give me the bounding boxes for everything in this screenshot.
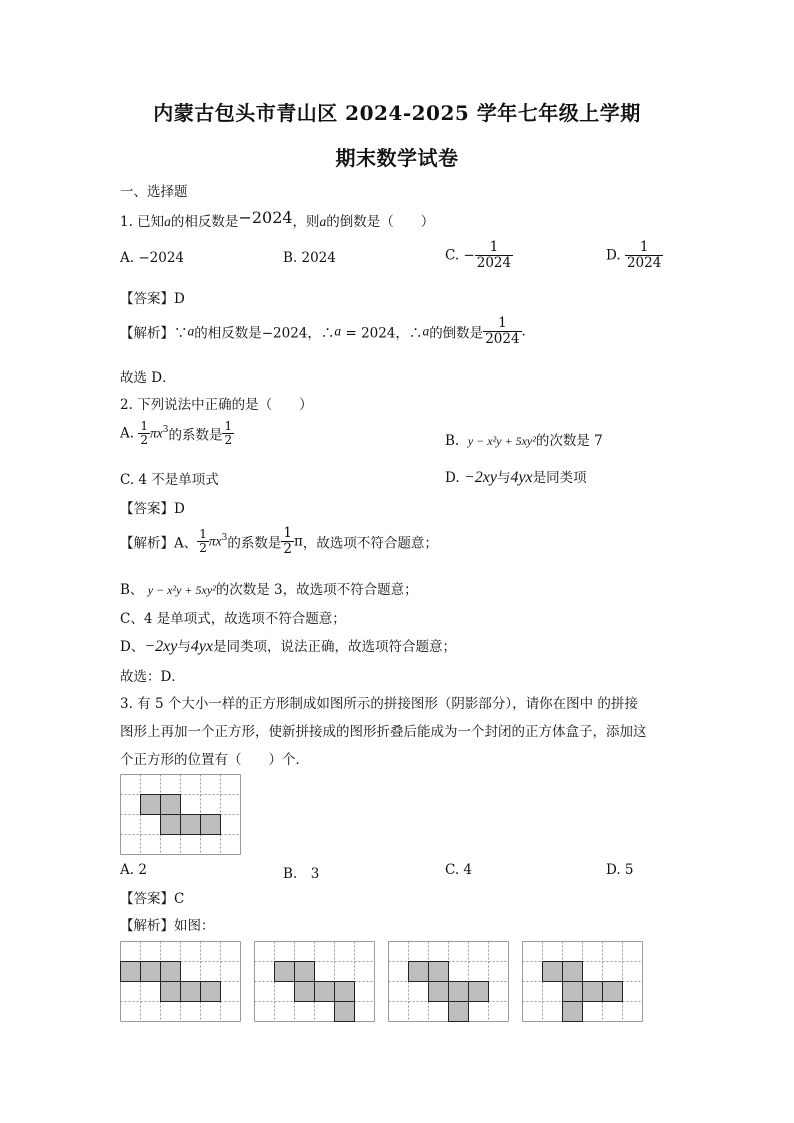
q1-var-a: a [319, 214, 327, 229]
q2-option-b [445, 429, 603, 449]
shaded-square [563, 1002, 583, 1022]
q2-analysis-b [120, 578, 418, 598]
shaded-square [583, 982, 603, 1002]
q1-stem-part: 的倒数是（ ） [326, 214, 435, 230]
q1-option-c-label: C. − [445, 247, 475, 264]
q1-stem-part: 1. 已知 [120, 214, 165, 230]
q2-analysis-c: C、4 是单项式，故选项不符合题意； [120, 611, 346, 627]
shaded-square [543, 962, 563, 982]
q3-analysis: 【解析】如图： [120, 918, 215, 934]
frac-den: 2 [140, 433, 148, 448]
shaded-square [429, 982, 449, 1002]
shaded-square [335, 1002, 355, 1022]
q2-analysis-mid: 的系数是 [227, 535, 282, 552]
q1-var-a: a [334, 323, 342, 339]
q2-option-a-frac [138, 420, 150, 447]
q2-stem: 2. 下列说法中正确的是（ ） [120, 397, 313, 413]
q2-analysis-label: 【解析】A、 [120, 535, 198, 552]
q2-conclusion: 故选：D． [120, 669, 185, 685]
shaded-square [181, 982, 201, 1002]
shaded-square [449, 982, 469, 1002]
shaded-square [161, 795, 181, 815]
q2-analysis-frac [197, 528, 209, 555]
shaded-square [335, 982, 355, 1002]
q1-option-d-label: D. [606, 247, 621, 264]
q2-analysis-d-label: D、 [120, 639, 145, 655]
q1-stem-part: ，则 [292, 214, 320, 230]
q1-analysis-part: = 2024，∴ [341, 325, 423, 342]
frac-num: 1 [140, 419, 148, 433]
q1-stem [120, 210, 434, 230]
q3-option-a: A. 2 [120, 862, 147, 878]
q2-analysis-a [120, 526, 438, 557]
shaded-square [563, 962, 583, 982]
q3-option-d: D. 5 [606, 862, 634, 878]
q2-answer: 【答案】D [120, 501, 185, 517]
q2-option-a-tail: 的系数是 [168, 427, 223, 444]
shaded-square [161, 962, 181, 982]
shaded-square [315, 982, 335, 1002]
q2-analysis-d [120, 635, 456, 656]
q2-option-c: C. 4 不是单项式 [120, 472, 219, 488]
frac-num: 1 [199, 526, 207, 541]
shaded-square [201, 982, 221, 1002]
q3-stem-line-2: 图形上再加一个正方形，使新拼接成的图形折叠后能成为一个封闭的正方体盒子，添加这 [120, 724, 647, 740]
shaded-square [295, 982, 315, 1002]
q3-stem-line-1: 3. 有 5 个大小一样的正方形制成如图所示的拼接图形（阴影部分），请你在图中 的拼接 [120, 696, 638, 712]
shaded-square [429, 962, 449, 982]
shaded-square [161, 982, 181, 1002]
q1-analysis-fraction [483, 316, 521, 347]
q1-option-d [606, 240, 663, 271]
q1-conclusion: 故选 D． [120, 370, 176, 386]
title-line-2: 期末数学试卷 [335, 146, 459, 170]
shaded-square [121, 962, 141, 982]
q1-var-a: a [422, 323, 430, 339]
shaded-square [295, 962, 315, 982]
shaded-square [161, 815, 181, 835]
q3-question-figure [120, 774, 241, 855]
q2-pi-x: πx [208, 533, 222, 549]
q2-cube: 3 [162, 425, 169, 436]
q2-analysis-b-label: B、 [120, 582, 144, 598]
q2-analysis-tail: ，故选项不符合题意； [302, 535, 438, 552]
frac-den: 2024 [626, 254, 662, 271]
q2-option-d-term-a: −2xy [463, 469, 497, 486]
shaded-square [449, 1002, 469, 1022]
shaded-square [275, 962, 295, 982]
q2-option-a-frac2 [222, 420, 234, 447]
q2-analysis-d-term-b: 4yx [190, 638, 214, 655]
frac-den: 2 [283, 540, 292, 557]
q1-analysis-part: 【解析】∵ [120, 325, 188, 342]
q1-analysis-end: . [521, 323, 526, 340]
q2-option-a-label: A. [120, 425, 135, 442]
q2-option-b-tail: 的次数是 7 [535, 433, 603, 449]
q2-option-d-mid: 与 [496, 470, 511, 486]
shaded-square [603, 982, 623, 1002]
q2-analysis-d-tail: 是同类项，说法正确，故选项符合题意； [213, 639, 457, 655]
q1-var-a: a [187, 323, 195, 339]
q2-option-a [120, 420, 234, 447]
q2-option-d-tail: 是同类项 [532, 470, 587, 486]
frac-den: 2024 [476, 254, 512, 271]
shaded-square [141, 962, 161, 982]
shaded-square [469, 982, 489, 1002]
frac-den: 2024 [485, 330, 520, 347]
q1-var-a: a [164, 214, 171, 229]
q2-cube: 3 [221, 532, 228, 543]
q3-solution-figure-2 [254, 941, 375, 1022]
q3-answer: 【答案】C [120, 891, 185, 907]
q1-option-a: A. −2024 [120, 250, 184, 266]
q2-analysis-frac2 [281, 526, 294, 557]
q1-option-c [445, 240, 513, 271]
q1-analysis [120, 316, 526, 347]
q2-analysis-b-expr: y − x²y + 5xy² [147, 583, 216, 597]
q3-option-c: C. 4 [445, 862, 473, 878]
q3-stem-line-3: 个正方形的位置有（ ）个． [120, 752, 309, 768]
q2-pi-x: πx [149, 425, 163, 441]
q1-analysis-part: 的相反数是−2024，∴ [194, 325, 335, 342]
q1-stem-part: 的相反数是 [170, 214, 239, 230]
frac-num: 1 [498, 315, 507, 331]
q3-solution-figure-4 [522, 941, 643, 1022]
q2-option-d-label: D. [445, 470, 460, 486]
q3-solution-figure-3 [388, 941, 509, 1022]
q2-pi: π [293, 533, 303, 550]
frac-num: 1 [639, 239, 649, 255]
shaded-square [141, 795, 161, 815]
q1-analysis-part: 的倒数是 [429, 325, 484, 342]
q2-analysis-d-term-a: −2xy [144, 638, 178, 655]
frac-den: 2 [199, 540, 207, 555]
q3-solution-figure-1 [120, 941, 241, 1022]
section-heading: 一、选择题 [120, 184, 188, 200]
shaded-square [563, 982, 583, 1002]
q2-analysis-b-tail: 的次数是 3，故选项不符合题意； [215, 582, 418, 598]
frac-num: 1 [224, 419, 233, 433]
q1-option-c-fraction [475, 240, 513, 271]
q2-option-d-term-b: 4yx [510, 469, 533, 486]
q1-option-b: B. 2024 [283, 250, 336, 266]
frac-num: 1 [489, 239, 499, 255]
shaded-square [181, 815, 201, 835]
q2-option-d [445, 466, 587, 487]
q1-value: −2024 [238, 208, 293, 227]
title-line-1: 内蒙古包头市青山区 2024-2025 学年七年级上学期 [153, 101, 641, 125]
frac-num: 1 [283, 525, 292, 541]
q1-option-d-fraction [625, 240, 663, 271]
q3-option-b: B. 3 [283, 866, 320, 882]
q2-option-b-label: B. [445, 433, 460, 449]
frac-den: 2 [224, 433, 233, 448]
shaded-square [409, 962, 429, 982]
q2-option-b-expr: y − x²y + 5xy² [467, 434, 536, 448]
q1-answer: 【答案】D [120, 291, 185, 307]
shaded-square [201, 815, 221, 835]
q2-analysis-d-mid: 与 [177, 639, 191, 655]
